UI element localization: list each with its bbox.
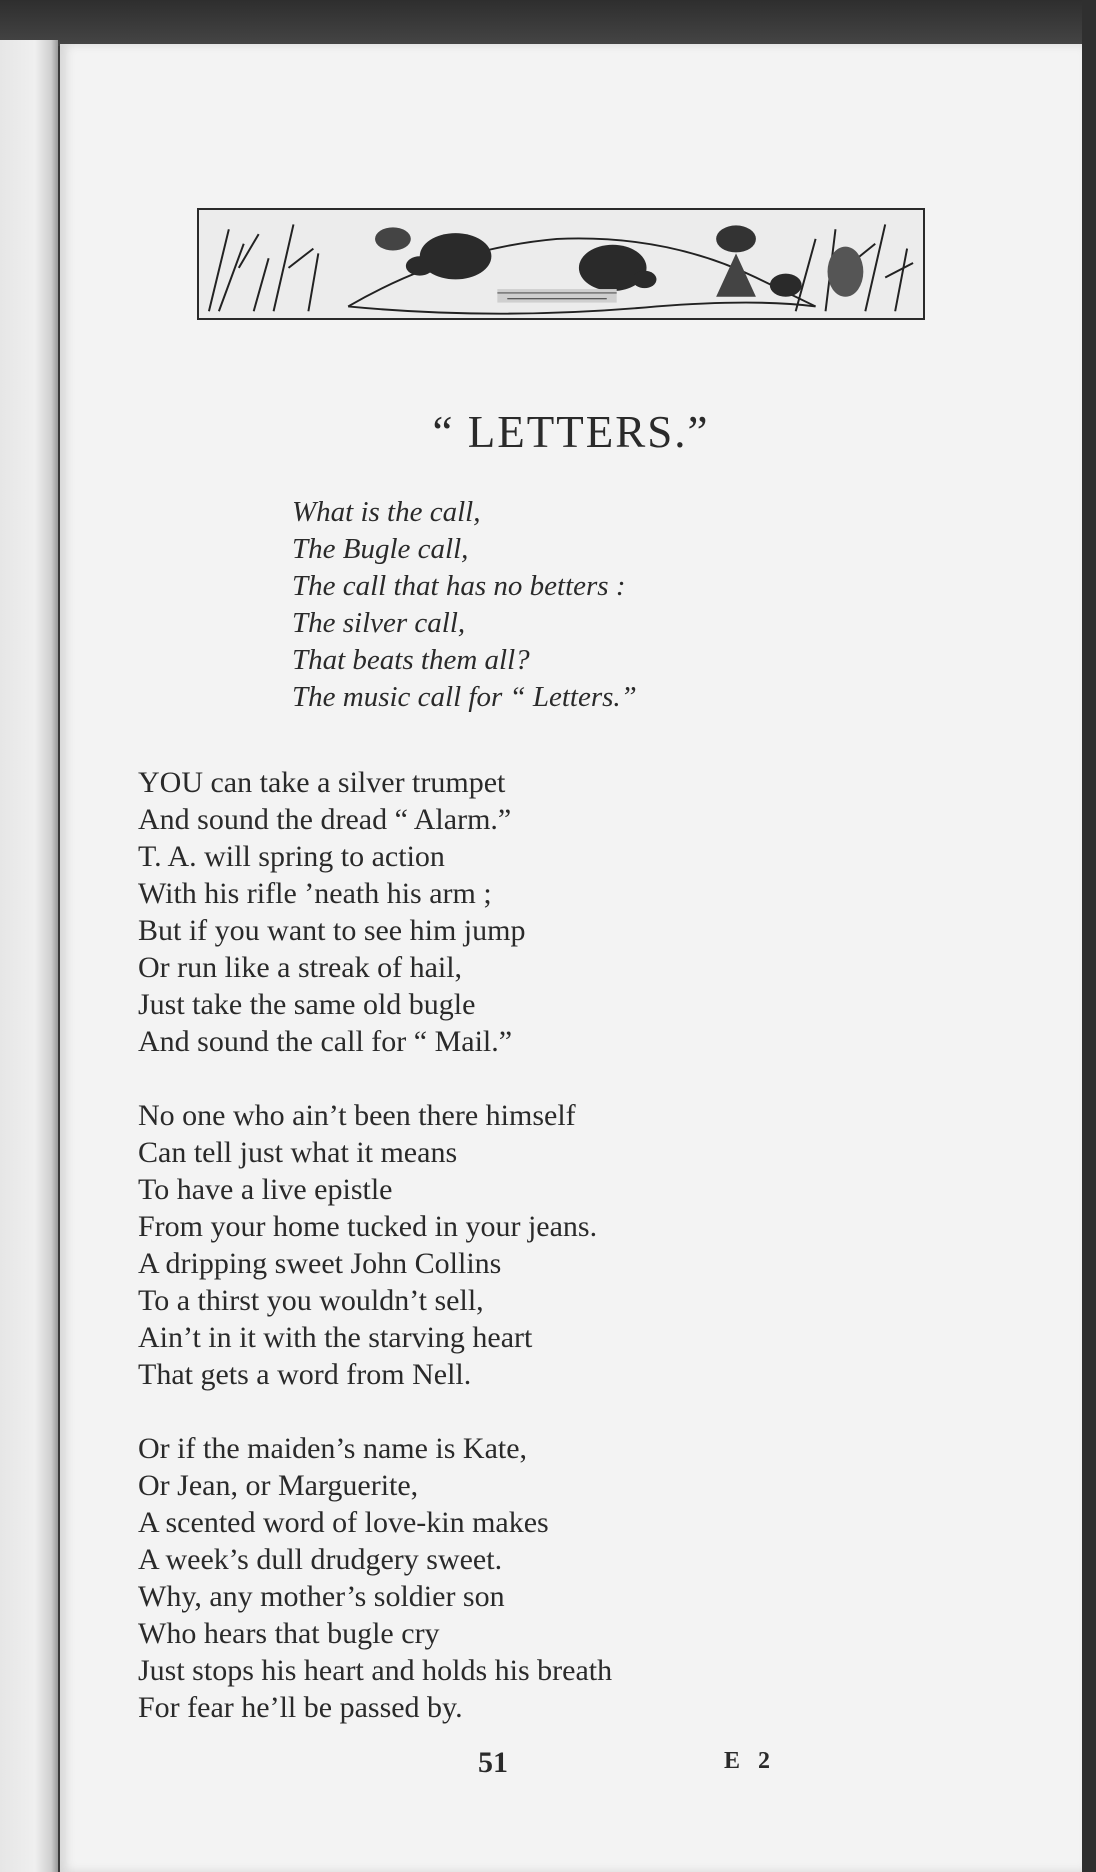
verse-line: No one who ain’t been there himself [138,1099,576,1132]
verse-line: Just stops his heart and holds his breath [138,1654,613,1687]
epigraph-line: That beats them all? [292,644,530,676]
verse-line: Who hears that bugle cry [138,1617,440,1650]
book-binding-right [1082,0,1096,1872]
epigraph-line: What is the call, [292,496,481,528]
book-binding-top [0,0,1096,46]
verse-line: Can tell just what it means [138,1136,458,1169]
verse-line: A scented word of love-kin makes [138,1506,549,1539]
verse-line: Why, any mother’s soldier son [138,1580,505,1613]
epigraph-line: The silver call, [292,607,466,639]
verse-line: With his rifle ’neath his arm ; [138,877,492,910]
verse-line: Or if the maiden’s name is Kate, [138,1432,528,1465]
stanza-2 [138,1097,597,1393]
book-page [60,44,1082,1872]
poem-epigraph [292,494,637,716]
epigraph-line: The Bugle call, [292,533,469,565]
verse-line: Just take the same old bugle [138,988,476,1021]
verse-line: YOU can take a silver trumpet [138,766,506,799]
epigraph-line: The call that has no betters : [292,570,626,602]
verse-line: Or Jean, or Marguerite, [138,1469,419,1502]
verse-line: T. A. will spring to action [138,840,445,873]
poem-title: “ LETTERS.” [432,407,710,457]
stanza-1 [138,764,525,1060]
stanza-3 [138,1430,612,1726]
verse-line: Ain’t in it with the starving heart [138,1321,533,1354]
decorative-engraving-banner [197,208,925,320]
verse-line: A week’s dull drudgery sweet. [138,1543,503,1576]
verse-line: Or run like a streak of hail, [138,951,463,984]
verse-line: To a thirst you wouldn’t sell, [138,1284,484,1317]
verse-line: But if you want to see him jump [138,914,526,947]
verse-line: From your home tucked in your jeans. [138,1210,598,1243]
verse-line: A dripping sweet John Collins [138,1247,502,1280]
verse-line: And sound the dread “ Alarm.” [138,803,512,836]
verse-line: And sound the call for “ Mail.” [138,1025,513,1058]
woodland-scene-illustration [199,210,923,318]
epigraph-line: The music call for “ Letters.” [292,681,637,713]
facing-page-edge [0,40,58,1872]
signature-mark: E 2 [724,1748,777,1774]
page-number: 51 [478,1746,508,1779]
verse-line: For fear he’ll be passed by. [138,1691,463,1724]
verse-line: To have a live epistle [138,1173,393,1206]
verse-line: That gets a word from Nell. [138,1358,472,1391]
